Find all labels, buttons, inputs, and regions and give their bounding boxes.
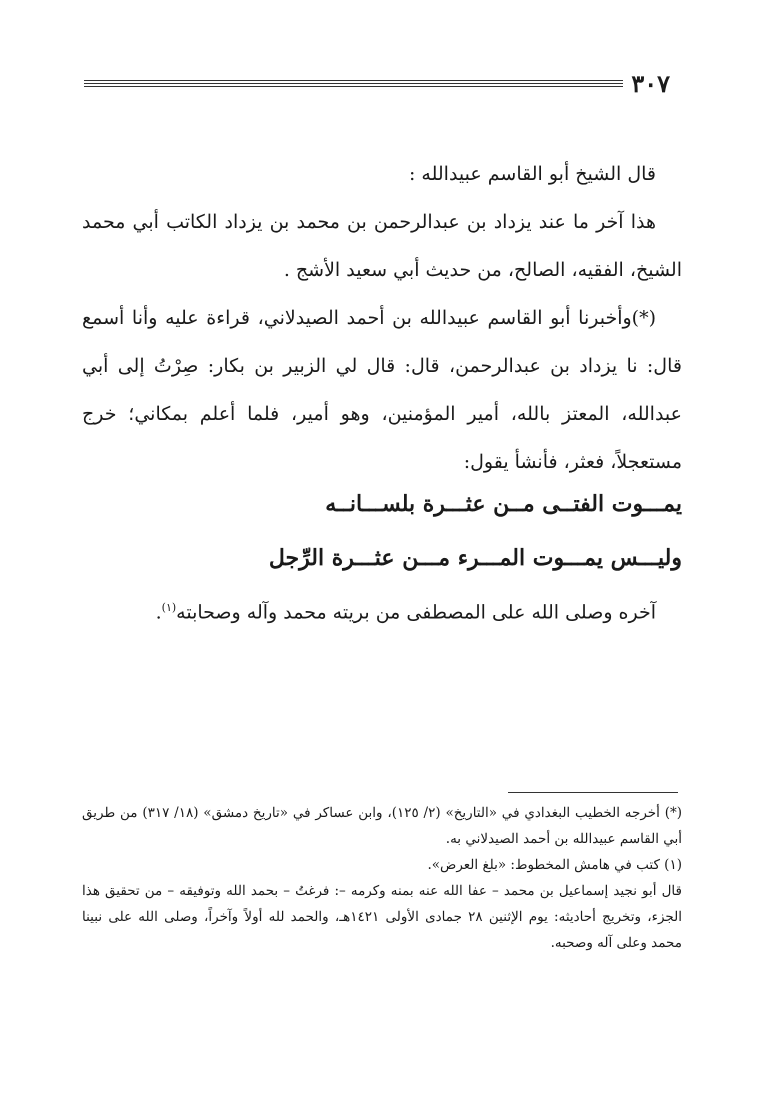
footnotes: [82, 800, 682, 956]
closing-text: آخره وصلى الله على المصطفى من بريته محمد وآله وصحابته: [176, 601, 656, 624]
footnote-star: (*) أخرجه الخطيب البغدادي في «التاريخ» (٢/ ١٢٥)، وابن عساكر في «تاريخ دمشق» (١٨/ ٣١٧) من طريق أبي القاسم عبيدالله بن أحمد الصيدلاني به.: [82, 805, 682, 847]
paragraph-end-of-transmission: هذا آخر ما عند يزداد بن عبدالرحمن بن محمد بن يزداد الكاتب أبي محمد الشيخ، الفقيه، الصالح، من حديث أبي سعيد الأشج .: [82, 211, 682, 281]
closing-period: .: [155, 601, 162, 624]
poem-verse-1: يمـــوت الفتــى مــن عثـــرة بلســـانــه: [325, 491, 682, 517]
footnote-ref: (١): [161, 601, 177, 614]
editor-colophon: قال أبو نجيد إسماعيل بن محمد – عفا الله عنه بمنه وكرمه –: فرغتُ – بحمد الله وتوفيقه – من تحقيق هذا الجزء، وتخريج أحاديثه: يوم الإثنين ٢٨ جمادى الأولى ١٤٢١هـ، والحمد لله أولاً وآخراً، وصلى الله على نبينا محمد وعلى آله وصحبه.: [82, 883, 682, 951]
poem-verse-2: وليـــس يمـــوت المـــرء مـــن عثـــرة الرِّجل: [268, 545, 682, 571]
paragraph-speaker: قال الشيخ أبو القاسم عبيدالله :: [408, 163, 656, 185]
footnote-1: (١) كتب في هامش المخطوط: «بلغ العرض».: [427, 857, 682, 873]
header-ornament-lines: [84, 80, 676, 90]
page-number: ٣٠٧: [623, 72, 676, 96]
paragraph-narration: (*)وأخبرنا أبو القاسم عبيدالله بن أحمد الصيدلاني، قراءة عليه وأنا أسمع قال: نا يزداد بن عبدالرحمن، قال: قال لي الزبير بن بكار: صِرْتُ إلى أبي عبدالله، المعتز بالله، أمير المؤمنين، وهو أمير، فلما أعلم بمكاني؛ خرج مستعجلاً، فعثر، فأنشأ يقول:: [82, 307, 682, 473]
footnote-separator: [508, 792, 678, 793]
main-text: [82, 150, 682, 486]
header-rule: [84, 69, 676, 98]
closing-line: [82, 588, 682, 632]
